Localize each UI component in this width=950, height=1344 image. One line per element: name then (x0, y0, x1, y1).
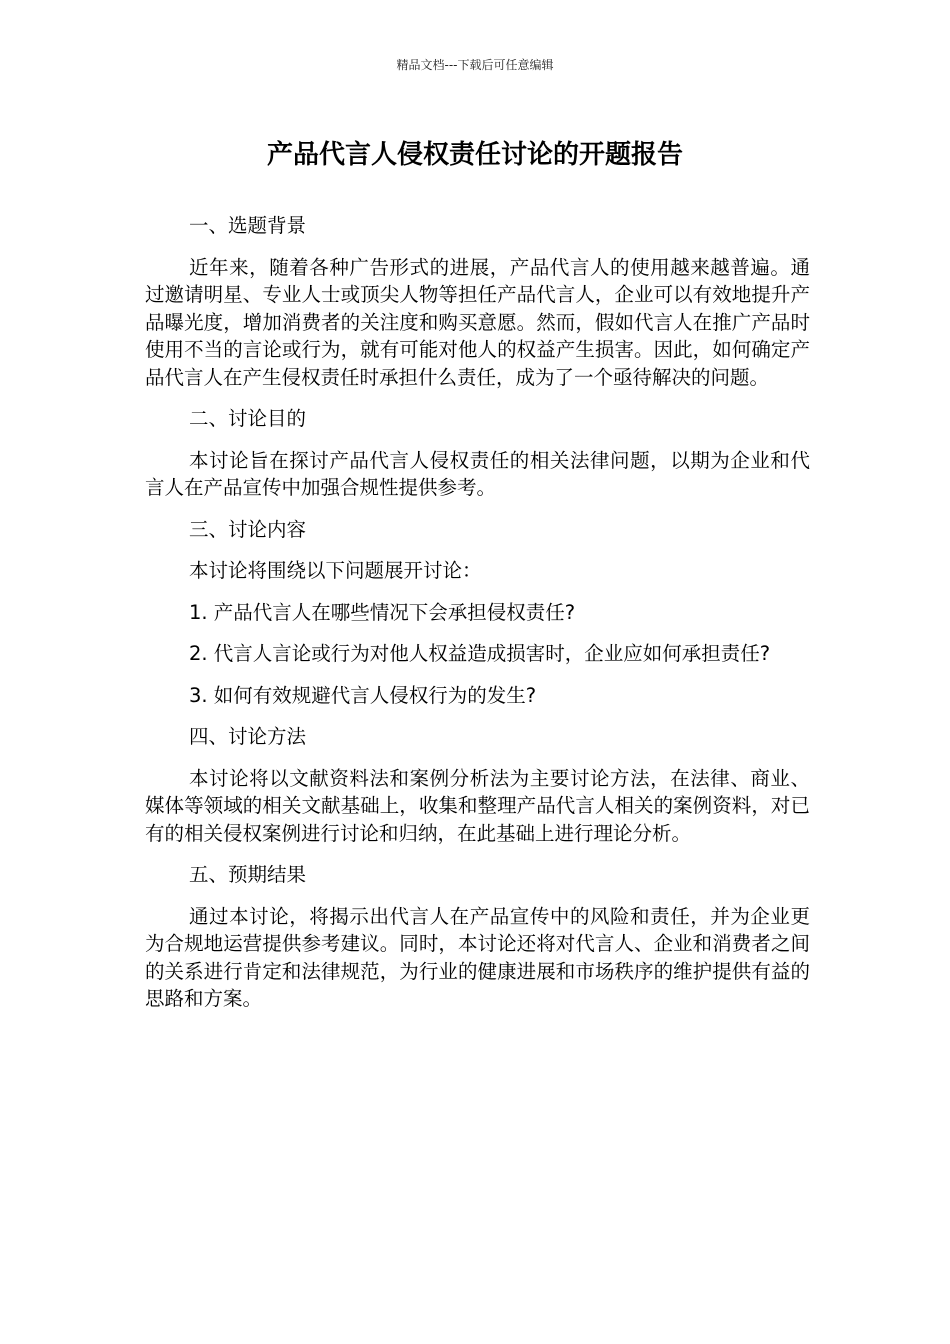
section-heading-method: 四、讨论方法 (189, 725, 307, 748)
header-note: 精品文档---下载后可任意编辑 (396, 58, 554, 72)
document-title: 产品代言人侵权责任讨论的开题报告 (266, 140, 683, 170)
section-heading-content: 三、讨论内容 (189, 517, 307, 541)
paragraph-method: 本讨论将以文献资料法和案例分析法为主要讨论方法，在法律、商业、媒体等领域的相关文献基础上，收集和整理产品代言人相关的案例资料，对已有的相关侵权案例进行讨论和归纳，在此基础上进行理论分析。 (145, 766, 810, 845)
section-heading-expected-results: 五、预期结果 (189, 863, 307, 886)
list-item: 1. 产品代言人在哪些情况下会承担侵权责任? (189, 600, 576, 624)
list-item: 2. 代言人言论或行为对他人权益造成损害时，企业应如何承担责任? (189, 642, 771, 665)
list-item: 3. 如何有效规避代言人侵权行为的发生? (189, 683, 537, 707)
section-heading-purpose: 二、讨论目的 (189, 407, 307, 430)
paragraph-expected-results: 通过本讨论，将揭示出代言人在产品宣传中的风险和责任，并为企业更为合规地运营提供参考建议。同时，本讨论还将对代言人、企业和消费者之间的关系进行肯定和法律规范，为行业的健康进展和市场秩序的维护提供有益的思路和方案。 (145, 904, 810, 1010)
paragraph-purpose: 本讨论旨在探讨产品代言人侵权责任的相关法律问题，以期为企业和代言人在产品宣传中加强合规性提供参考。 (145, 448, 810, 499)
paragraph-content-intro: 本讨论将围绕以下问题展开讨论： (189, 559, 482, 582)
document-body (145, 212, 810, 1027)
paragraph-background: 近年来，随着各种广告形式的进展，产品代言人的使用越来越普遍。通过邀请明星、专业人士或顶尖人物等担任产品代言人，企业可以有效地提升产品曝光度，增加消费者的关注度和购买意愿。然而，假如代言人在推广产品时使用不当的言论或行为，就有可能对他人的权益产生损害。因此，如何确定产品代言人在产生侵权责任时承担什么责任，成为了一个亟待解决的问题。 (145, 255, 810, 389)
section-heading-background: 一、选题背景 (189, 214, 307, 237)
